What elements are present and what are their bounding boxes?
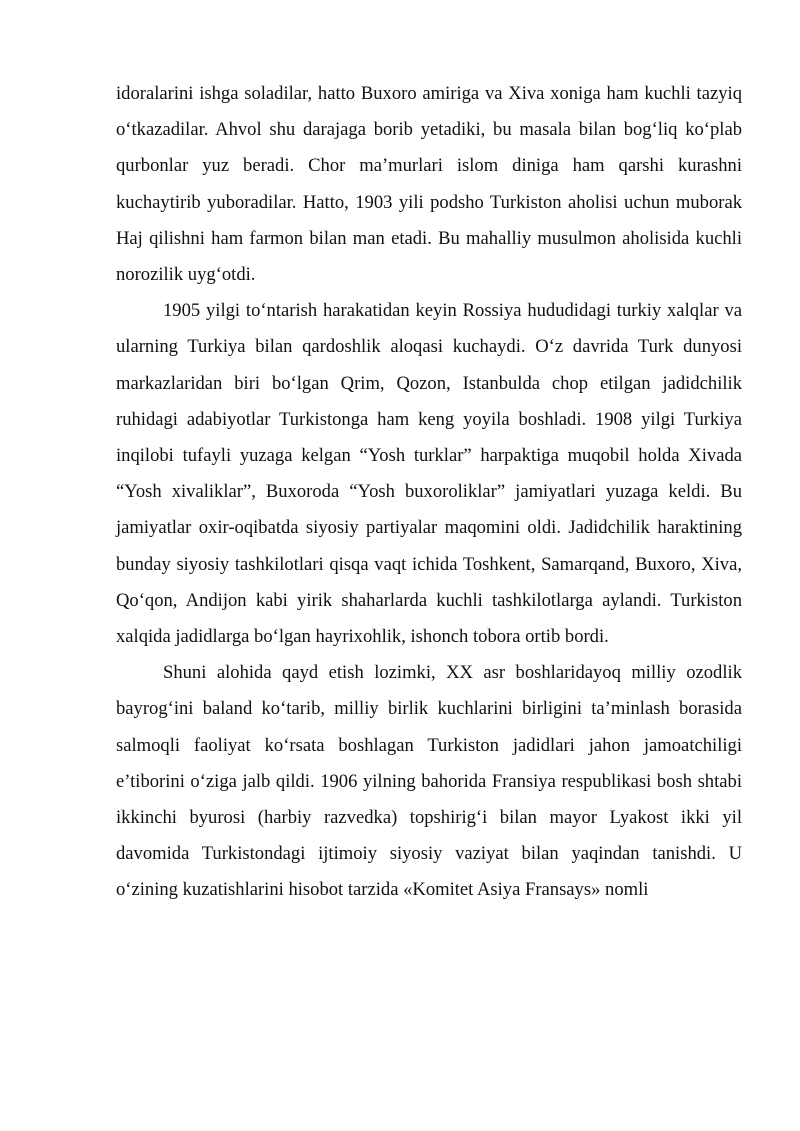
paragraph-3: Shuni alohida qayd etish lozimki, XX asr boshlaridayoq milliy ozodlik bayrog‘ini baland ko‘tarib, milliy birlik kuchlarini birligini ta’minlash borasida salmoqli faoliyat ko‘rsata boshlagan Turkiston jadidlari jahon jamoatchiligi e’tiborini o‘ziga jalb qildi. 1906 yilning bahorida Fransiya respublikasi bosh shtabi ikkinchi byurosi (harbiy razvedka) topshirig‘i bilan mayor Lyakost ikki yil davomida Turkistondagi ijtimoiy siyosiy vaziyat bilan yaqindan tanishdi. U o‘zining kuzatishlarini hisobot tarzida «Komitet Asiya Fransays» nomli xyxy=(116,662,742,901)
paragraph-2: 1905 yilgi to‘ntarish harakatidan keyin Rossiya hududidagi turkiy xalqlar va ularning Turkiya bilan qardoshlik aloqasi kuchaydi. O‘z davrida Turk dunyosi markazlaridan biri bo‘lgan Qrim, Qozon, Istanbulda chop etilgan jadidchilik ruhidagi adabiyotlar Turkistonga ham keng yoyila boshladi. 1908 yilgi Turkiya inqilobi tufayli yuzaga kelgan “Yosh turklar” harpaktiga muqobil holda Xivada “Yosh xivaliklar”, Buxoroda “Yosh buxoroliklar” jamiyatlari yuzaga keldi. Bu jamiyatlar oxir-oqibatda siyosiy partiyalar maqomini oldi. Jadidchilik haraktining bunday siyosiy tashkilotlari qisqa vaqt ichida Toshkent, Samarqand, Buxoro, Xiva, Qo‘qon, Andijon kabi yirik shaharlarda kuchli tashkilotlarga aylandi. Turkiston xalqida jadidlarga bo‘lgan hayrixohlik, ishonch tobora ortib bordi. xyxy=(116,300,742,648)
paragraph-1: idoralarini ishga soladilar, hatto Buxoro amiriga va Xiva xoniga ham kuchli tazyiq o‘tkazadilar. Ahvol shu darajaga borib yetadiki, bu masala bilan bog‘liq ko‘plab qurbonlar yuz beradi. Chor ma’murlari islom diniga ham qarshi kurashni kuchaytirib yuboradilar. Hatto, 1903 yili podsho Turkiston aholisi uchun muborak Haj qilishni ham farmon bilan man etadi. Bu mahalliy musulmon aholisida kuchli norozilik uyg‘otdi. xyxy=(116,83,742,286)
document-page xyxy=(116,76,742,909)
